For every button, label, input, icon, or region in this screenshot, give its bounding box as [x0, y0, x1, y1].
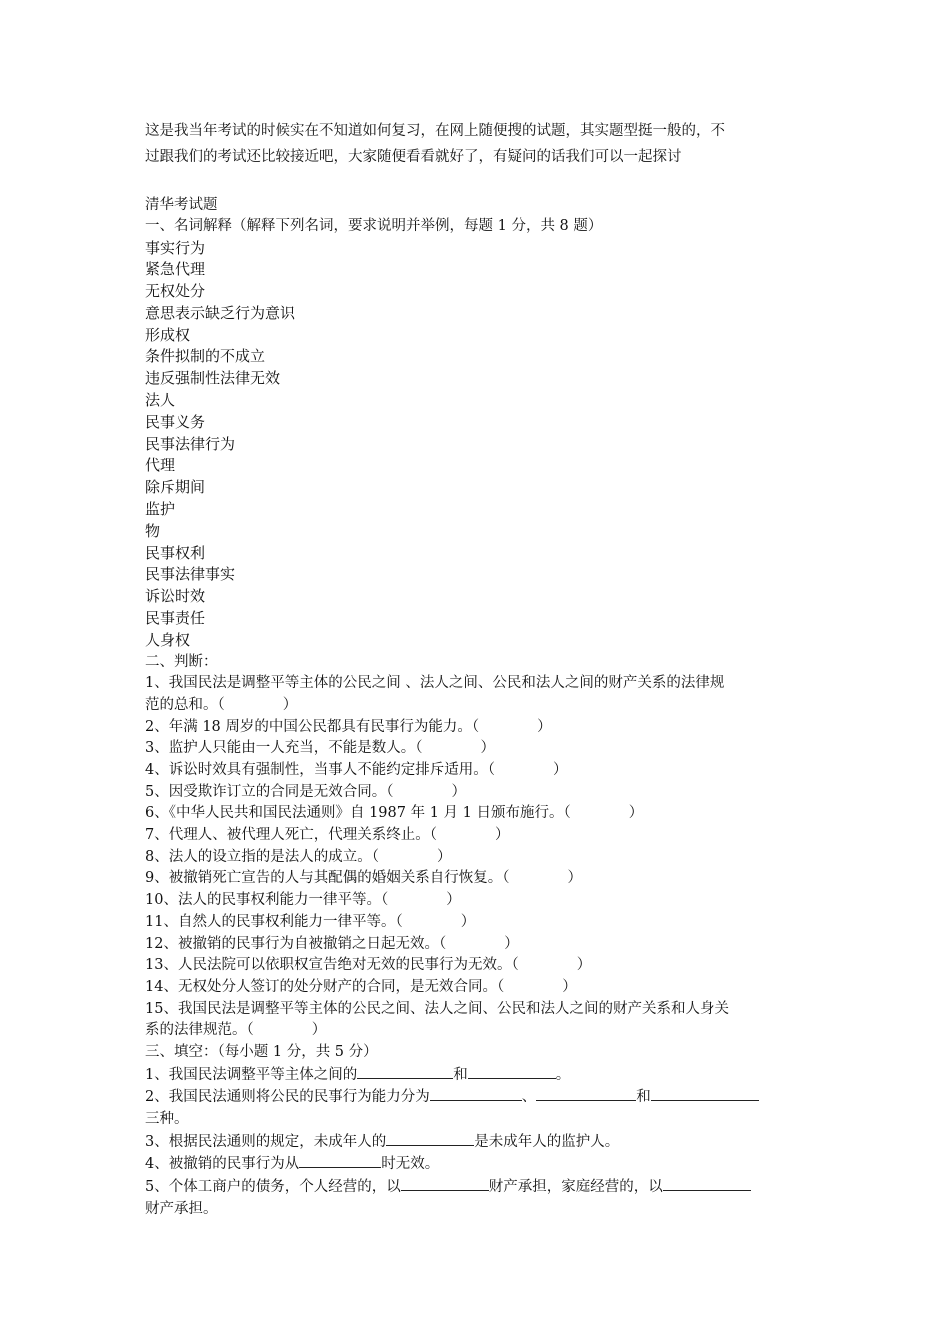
term-item: 意思表示缺乏行为意识 — [145, 303, 296, 322]
answer-close-paren: ） — [480, 740, 495, 757]
answer-blank[interactable] — [401, 1176, 489, 1191]
answer-close-paren: ） — [436, 848, 452, 865]
term-item: 民事权利 — [145, 543, 206, 562]
judgment-question: 5、因受欺诈订立的合同是无效合同。（ ） — [145, 783, 466, 800]
fill-question: 1、我国民法调整平等主体之间的 和 。 — [145, 1064, 810, 1087]
judgment-list — [145, 673, 810, 1042]
answer-close-paren: ） — [628, 805, 644, 822]
answer-blank[interactable] — [468, 1064, 556, 1079]
answer-blank[interactable] — [536, 1086, 636, 1101]
judgment-question: 9、被撤销死亡宣告的人与其配偶的婚姻关系自行恢复。（ ） — [145, 870, 582, 887]
answer-close-paren: ） — [537, 718, 552, 735]
answer-close-paren: ） — [494, 827, 510, 844]
answer-close-paren: ） — [282, 696, 298, 713]
answer-blank[interactable] — [651, 1086, 759, 1101]
judgment-question: 2、年满 18 周岁的中国公民都具有民事行为能力。（ ） — [145, 718, 552, 735]
fill-question: 3、根据民法通则的规定，未成年人的 是未成年人的监护人。 — [145, 1131, 810, 1154]
answer-close-paren: ） — [504, 935, 519, 952]
judgment-question: 1、我国民法是调整平等主体的公民之间 、法人之间、公民和法人之间的财产关系的法律规 — [145, 675, 725, 692]
judgment-question: 13、人民法院可以依职权宣告绝对无效的民事行为无效。（ ） — [145, 957, 592, 974]
term-item: 民事法律行为 — [145, 434, 236, 453]
answer-close-paren: ） — [552, 761, 568, 778]
intro-line-2: 过跟我们的考试还比较接近吧，大家随便看看就好了，有疑问的话我们可以一起探讨 — [145, 149, 682, 165]
term-item: 人身权 — [145, 630, 191, 649]
term-item: 物 — [145, 521, 161, 540]
judgment-question: 系的法律规范。（ ） — [145, 1022, 327, 1039]
section-3-heading: 三、填空：（每小题 1 分，共 5 分） — [145, 1044, 378, 1061]
intro-paragraph — [145, 118, 810, 170]
fill-question: 2、我国民法通则将公民的民事行为能力分为 、 和 — [145, 1086, 810, 1109]
answer-close-paren: ） — [562, 978, 577, 995]
judgment-question: 范的总和。（ ） — [145, 696, 298, 713]
answer-close-paren: ） — [567, 870, 582, 887]
term-item: 事实行为 — [145, 238, 206, 257]
term-item: 代理 — [145, 456, 176, 475]
term-item: 无权处分 — [145, 282, 206, 301]
term-item: 违反强制性法律无效 — [145, 369, 281, 388]
fill-question: 三种。 — [145, 1111, 189, 1127]
fill-question: 5、个体工商户的债务，个人经营的，以 财产承担，家庭经营的，以 — [145, 1176, 810, 1199]
judgment-question: 4、诉讼时效具有强制性，当事人不能约定排斥适用。（ ） — [145, 761, 568, 778]
answer-close-paren: ） — [446, 892, 461, 909]
section-2-heading: 二、判断： — [145, 653, 218, 670]
judgment-question: 7、代理人、被代理人死亡，代理关系终止。（ ） — [145, 827, 510, 844]
document-page — [145, 118, 810, 1221]
judgment-question: 10、法人的民事权利能力一律平等。（ ） — [145, 892, 461, 909]
term-item: 民事义务 — [145, 412, 206, 431]
answer-blank[interactable] — [430, 1086, 522, 1101]
judgment-question: 15、我国民法是调整平等主体的公民之间、法人之间、公民和法人之间的财产关系和人身关 — [145, 1000, 729, 1017]
answer-blank[interactable] — [386, 1131, 474, 1146]
answer-blank[interactable] — [357, 1064, 453, 1079]
judgment-question: 6、《中华人民共和国民法通则》自 1987 年 1 月 1 日颁布施行。（ ） — [145, 805, 644, 822]
judgment-question: 14、无权处分人签订的处分财产的合同，是无效合同。（ ） — [145, 978, 577, 995]
judgment-question: 11、自然人的民事权利能力一律平等。（ ） — [145, 913, 476, 930]
term-list — [145, 238, 810, 652]
exam-title: 清华考试题 — [145, 197, 218, 213]
fill-question: 财产承担。 — [145, 1200, 218, 1217]
answer-blank[interactable] — [299, 1153, 381, 1168]
term-item: 紧急代理 — [145, 260, 206, 279]
term-item: 条件拟制的不成立 — [145, 347, 266, 366]
answer-close-paren: ） — [576, 957, 592, 974]
answer-close-paren: ） — [460, 913, 476, 930]
answer-close-paren: ） — [451, 783, 466, 800]
fill-blank-list — [145, 1064, 810, 1221]
term-item: 民事责任 — [145, 609, 206, 628]
answer-blank[interactable] — [663, 1176, 751, 1191]
fill-question: 4、被撤销的民事行为从 时无效。 — [145, 1153, 810, 1176]
judgment-question: 8、法人的设立指的是法人的成立。（ ） — [145, 848, 452, 865]
intro-line-1: 这是我当年考试的时候实在不知道如何复习，在网上随便搜的试题，其实题型挺一般的，不 — [145, 123, 725, 139]
term-item: 形成权 — [145, 325, 191, 344]
term-item: 民事法律事实 — [145, 565, 236, 584]
section-1-heading: 一、名词解释（解释下列名词，要求说明并举例，每题 1 分，共 8 题） — [145, 218, 603, 234]
term-item: 监护 — [145, 500, 176, 519]
term-item: 法人 — [145, 391, 176, 410]
judgment-question: 12、被撤销的民事行为自被撤销之日起无效。（ ） — [145, 935, 519, 952]
answer-close-paren: ） — [311, 1022, 327, 1039]
judgment-question: 3、监护人只能由一人充当，不能是数人。（ ） — [145, 740, 495, 757]
term-item: 诉讼时效 — [145, 587, 206, 606]
term-item: 除斥期间 — [145, 478, 206, 497]
